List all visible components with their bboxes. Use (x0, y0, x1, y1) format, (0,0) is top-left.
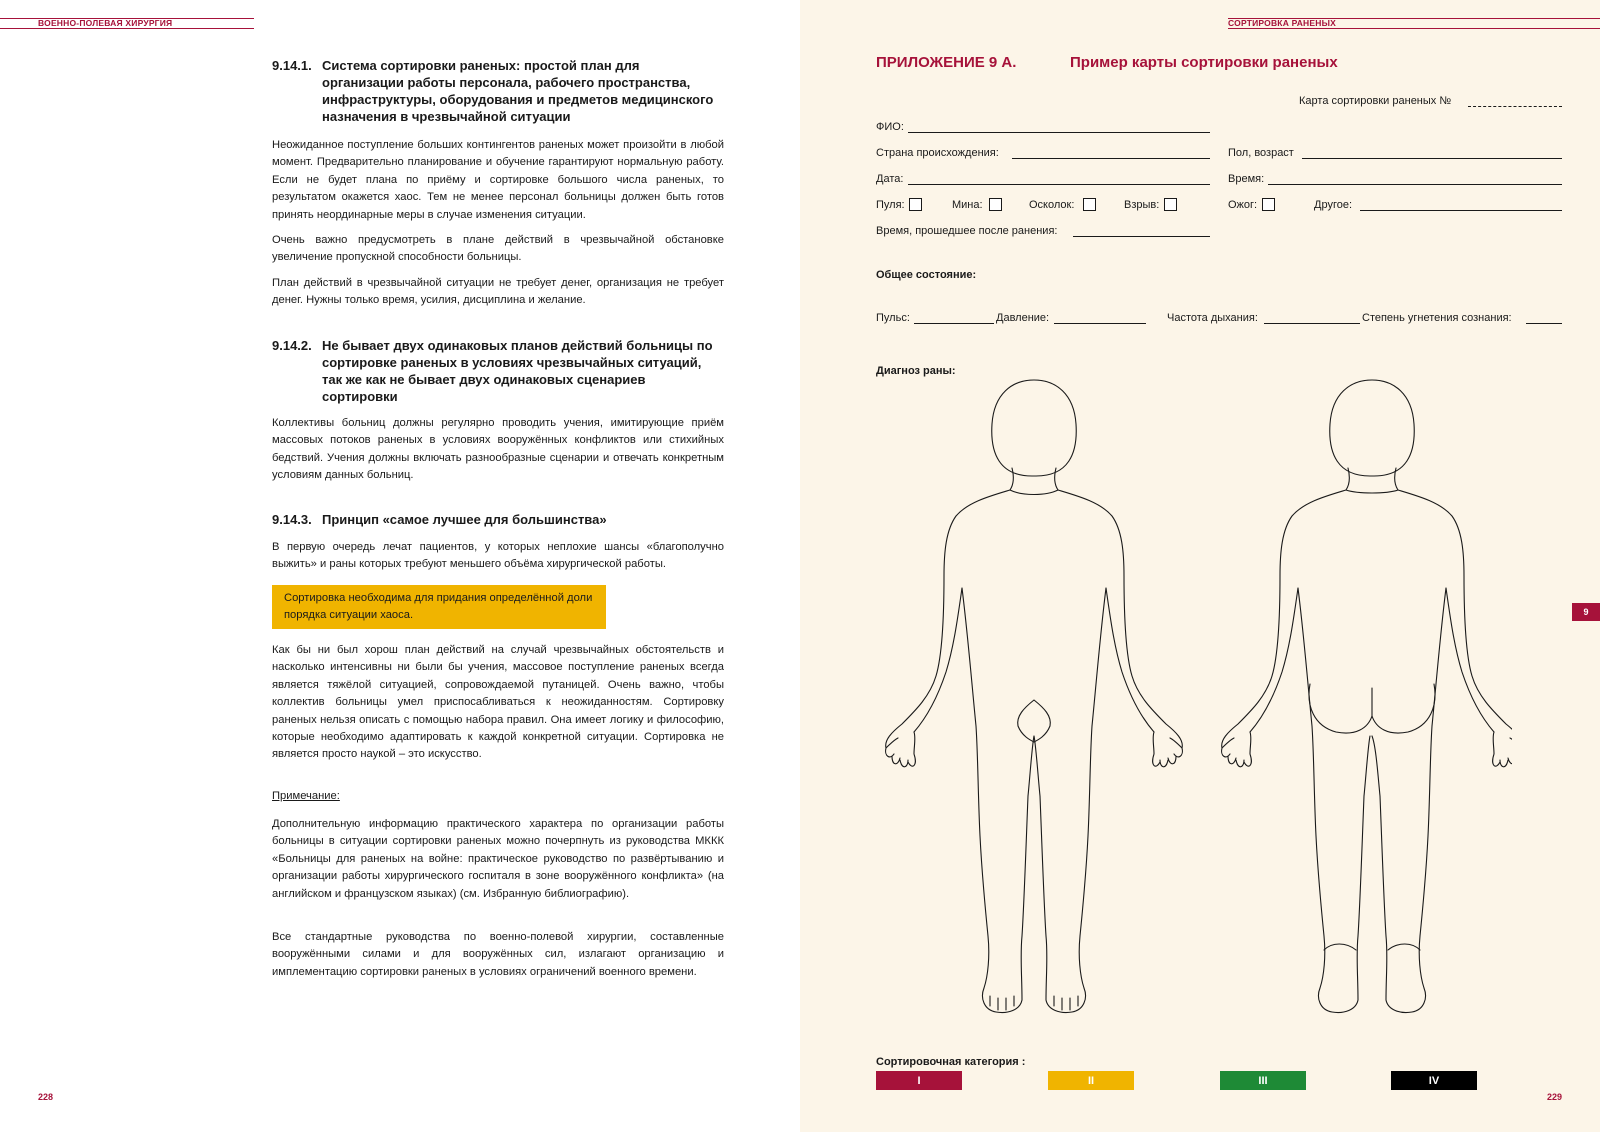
note-label: Примечание: (272, 790, 340, 802)
sex-age-label: Пол, возраст (1228, 147, 1294, 159)
fio-label: ФИО: (876, 121, 904, 133)
card-number-field[interactable] (1468, 106, 1562, 107)
header-rule-top-right (1228, 18, 1600, 19)
diagnosis-label: Диагноз раны: (876, 365, 956, 377)
paragraph: Неожиданное поступление больших контингентов раненых может произойти в любой момент. Предварительно планирование и обучение гарантируют нормальную работу. Если не будет плана по приёму и сортировке большого числа раненых, то результатом окажется хаос. Тем не менее персонал больницы должен быть готов принять неординарные меры в случае изменения ситуации. (272, 139, 724, 221)
pressure-label: Давление: (996, 312, 1050, 324)
paragraph: Все стандартные руководства по военно-полевой хирургии, составленные вооружёнными силами и для вооружённых сил, излагают организацию и имплементацию сортировки раненых в условиях ограничений военного времени. (272, 931, 724, 978)
section-title: Не бывает двух одинаковых планов действий больницы по сортировке раненых в условиях чрезвычайных ситуаций, так же как не бывает двух одинаковых сценариев сортировки (322, 338, 713, 404)
bullet-checkbox[interactable] (909, 198, 922, 211)
section-heading-9-14-1 (272, 57, 724, 125)
pressure-field[interactable] (1054, 323, 1146, 324)
category-i[interactable]: I (876, 1071, 962, 1090)
fio-field[interactable] (908, 132, 1210, 133)
category-ii[interactable]: II (1048, 1071, 1134, 1090)
section-heading-9-14-2 (272, 337, 724, 405)
other-field[interactable] (1360, 210, 1562, 211)
consciousness-label: Степень угнетения сознания: (1362, 312, 1512, 324)
country-field[interactable] (1012, 158, 1210, 159)
burn-checkbox[interactable] (1262, 198, 1275, 211)
bullet-label: Пуля: (876, 199, 905, 211)
date-label: Дата: (876, 173, 904, 185)
section-number: 9.14.2. (272, 338, 312, 353)
section-number: 9.14.3. (272, 512, 312, 527)
page-number-right: 229 (1547, 1092, 1563, 1102)
date-field[interactable] (908, 184, 1210, 185)
time-field[interactable] (1268, 184, 1562, 185)
mine-label: Мина: (952, 199, 983, 211)
other-label: Другое: (1314, 199, 1353, 211)
consciousness-field[interactable] (1526, 323, 1562, 324)
paragraph: Как бы ни был хорош план действий на случай чрезвычайных обстоятельств и насколько интенсивны ни были бы учения, массовое поступление раненых всегда является тяжёлой ситуацией, сопровождаемой путаницей. Очень важно, чтобы коллектив больницы умел приспосабливаться к неожиданностям. Сортировку раненых нельзя описать с помощью набора правил. Она имеет логику и философию, которые необходимо адаптировать к каждой конкретной ситуации. Сортировка не является просто наукой – это искусство. (272, 644, 724, 761)
time-since-field[interactable] (1073, 236, 1210, 237)
category-iv[interactable]: IV (1391, 1071, 1477, 1090)
general-state-label: Общее состояние: (876, 269, 977, 281)
blast-label: Взрыв: (1124, 199, 1160, 211)
pulse-field[interactable] (914, 323, 994, 324)
callout-box: Сортировка необходима для придания определённой доли порядка ситуации хаоса. (272, 585, 606, 629)
card-number-label: Карта сортировки раненых № (1299, 95, 1452, 107)
category-iii[interactable]: III (1220, 1071, 1306, 1090)
front-body-outline (886, 380, 1183, 1013)
fragment-label: Осколок: (1029, 199, 1075, 211)
resp-field[interactable] (1264, 323, 1360, 324)
burn-label: Ожог: (1228, 199, 1258, 211)
country-label: Страна происхождения: (876, 147, 999, 159)
time-label: Время: (1228, 173, 1265, 185)
page-number-left: 228 (38, 1092, 54, 1102)
body-diagram[interactable] (872, 376, 1512, 1036)
pulse-label: Пульс: (876, 312, 910, 324)
appendix-title: Пример карты сортировки раненых (1070, 54, 1338, 71)
blast-checkbox[interactable] (1164, 198, 1177, 211)
running-head-left: ВОЕННО-ПОЛЕВАЯ ХИРУРГИЯ (38, 18, 173, 28)
header-rule-top-left (0, 18, 254, 19)
paragraph: Коллективы больниц должны регулярно проводить учения, имитирующие приём массовых потоков раненых в условиях вооружённых конфликтов или стихийных бедствий. Учения должны включать разнообразные сценарии и отвечать конкретным условиям данных больниц. (272, 417, 724, 482)
paragraph: В первую очередь лечат пациентов, у которых неплохие шансы «благополучно выжить» и раны которых требуют меньшего объёма хирургической работы. (272, 541, 724, 571)
section-heading-9-14-3 (272, 511, 724, 528)
appendix-label: ПРИЛОЖЕНИЕ 9 А. (876, 54, 1017, 71)
header-rule-bottom-right (1228, 28, 1600, 29)
running-head-right: СОРТИРОВКА РАНЕНЫХ (1228, 18, 1336, 28)
chapter-tab: 9 (1572, 603, 1600, 621)
paragraph: План действий в чрезвычайной ситуации не требует денег, организация не требует денег. Нужны только время, усилия, дисциплина и желание. (272, 277, 724, 307)
paragraph: Дополнительную информацию практического характера по организации работы больницы в ситуации сортировки раненых можно почерпнуть из руководства МККК «Больницы для раненых на войне: практическое руководство по развёртыванию и организации работы хирургического госпиталя в зоне вооружённого конфликта» (на английском и французском языках) (см. Избранную библиографию). (272, 818, 724, 900)
section-number: 9.14.1. (272, 58, 312, 73)
category-label: Сортировочная категория : (876, 1056, 1026, 1068)
section-title: Принцип «самое лучшее для большинства» (322, 512, 607, 527)
back-body-outline (1222, 380, 1512, 1013)
resp-label: Частота дыхания: (1167, 312, 1258, 324)
fragment-checkbox[interactable] (1083, 198, 1096, 211)
sex-age-field[interactable] (1302, 158, 1562, 159)
mine-checkbox[interactable] (989, 198, 1002, 211)
header-rule-bottom-left (0, 28, 254, 29)
time-since-label: Время, прошедшее после ранения: (876, 225, 1058, 237)
paragraph: Очень важно предусмотреть в плане действий в чрезвычайной обстановке увеличение пропускной способности больницы. (272, 234, 724, 264)
section-title: Система сортировки раненых: простой план для организации работы персонала, рабочего пространства, инфраструктуры, оборудования и предметов медицинского назначения в чрезвычайной ситуации (322, 58, 714, 124)
